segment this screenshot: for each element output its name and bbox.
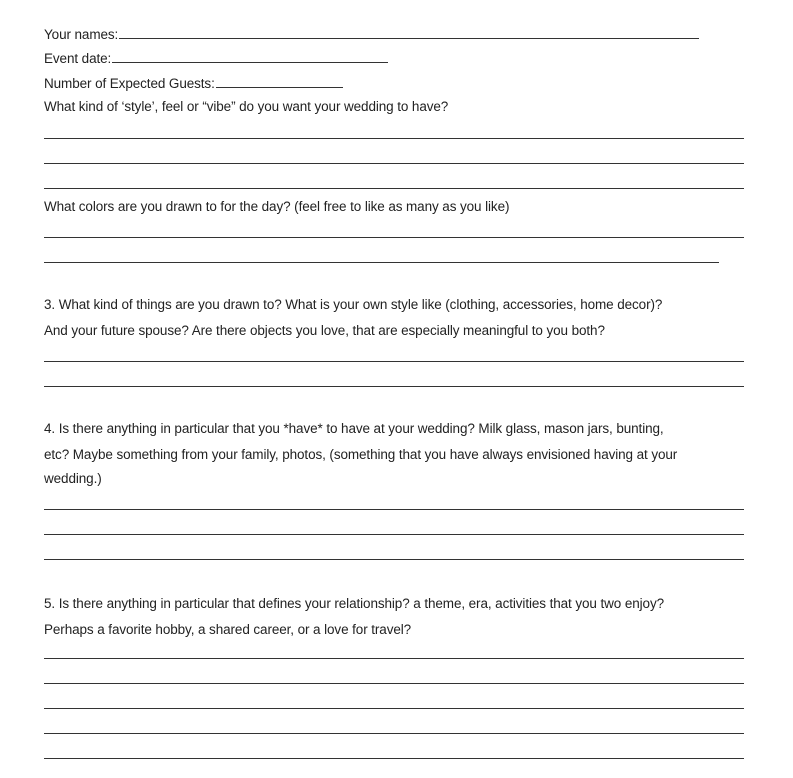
- question-5-line-1: 5. Is there anything in particular that defines your relationship? a theme, era, activities that you two enjoy?: [44, 596, 665, 611]
- answer-line[interactable]: [44, 361, 744, 362]
- answer-line[interactable]: [44, 733, 744, 734]
- guests-field[interactable]: [216, 74, 343, 88]
- answer-line[interactable]: [44, 237, 744, 238]
- answer-line[interactable]: [44, 534, 744, 535]
- names-field[interactable]: [119, 25, 699, 39]
- date-label: Event date:: [44, 51, 112, 66]
- answer-line[interactable]: [44, 262, 719, 263]
- question-4-line-1: 4. Is there anything in particular that you *have* to have at your wedding? Milk glass, mason jars, bunting,: [44, 421, 664, 436]
- question-style: What kind of ‘style’, feel or “vibe” do you want your wedding to have?: [44, 99, 449, 114]
- answer-line[interactable]: [44, 559, 744, 560]
- answer-line[interactable]: [44, 509, 744, 510]
- answer-line[interactable]: [44, 163, 744, 164]
- date-row: [44, 49, 388, 68]
- names-label: Your names:: [44, 27, 119, 42]
- answer-line[interactable]: [44, 188, 744, 189]
- question-5-line-2: Perhaps a favorite hobby, a shared career, or a love for travel?: [44, 622, 412, 637]
- answer-line[interactable]: [44, 386, 744, 387]
- guests-label: Number of Expected Guests:: [44, 76, 215, 91]
- question-colors: What colors are you drawn to for the day? (feel free to like as many as you like): [44, 199, 510, 214]
- question-4-line-3: wedding.): [44, 471, 102, 486]
- answer-line[interactable]: [44, 683, 744, 684]
- answer-line[interactable]: [44, 758, 744, 759]
- guests-row: [44, 74, 343, 93]
- question-3-line-1: 3. What kind of things are you drawn to? What is your own style like (clothing, accessories, home decor)?: [44, 297, 663, 312]
- answer-line[interactable]: [44, 138, 744, 139]
- answer-line[interactable]: [44, 658, 744, 659]
- answer-line[interactable]: [44, 708, 744, 709]
- question-4-line-2: etc? Maybe something from your family, photos, (something that you have always envisioned having at your: [44, 447, 678, 462]
- names-row: [44, 25, 699, 44]
- date-field[interactable]: [112, 49, 388, 63]
- question-3-line-2: And your future spouse? Are there objects you love, that are especially meaningful to you both?: [44, 323, 605, 338]
